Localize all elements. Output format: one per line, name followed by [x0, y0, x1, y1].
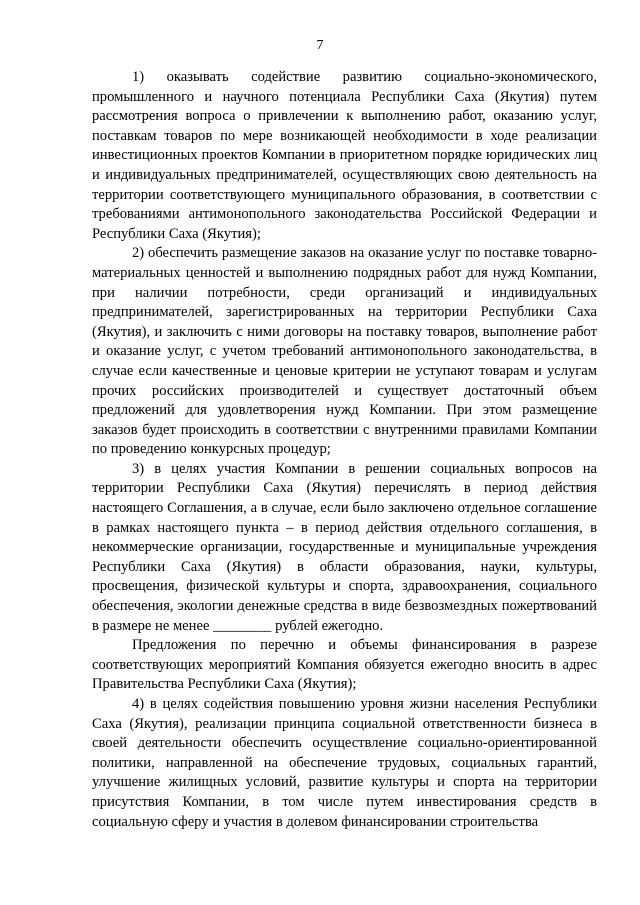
page-number: 7	[316, 38, 324, 53]
paragraph-item-3: 3) в целях участия Компании в решении социальных вопросов на территории Республики Саха (Якутия) перечислять в период действия настоящего Соглашения, а в случае, если было заключено отдельное соглашение в рамках настоящего пункта – в период действия отдельного соглашения, в некоммерческие организации, государственные и муниципальные учреждения Республики Саха (Якутия) в области образования, науки, культуры, просвещения, физической культуры и спорта, здравоохранения, социального обеспечения, экологии денежные средства в виде безвозмездных пожертвований в размере не менее ________ рублей ежегодно.	[92, 460, 597, 634]
paragraph-item-4: 4) в целях содействия повышению уровня жизни населения Республики Саха (Якутия), реализации принципа социальной ответственности бизнеса в своей деятельности обеспечить осуществление социально-ориентированной политики, направленной на обеспечение трудовых, социальных гарантий, улучшение жилищных условий, развитие культуры и спорта на территории присутствия Компании, в том числе путем инвестирования средств в социальную сферу и участия в долевом финансировании строительства	[92, 696, 597, 830]
document-body	[92, 68, 597, 832]
paragraph-item-2: 2) обеспечить размещение заказов на оказание услуг по поставке товарно-материальных ценностей и выполнению подрядных работ для нужд Компании, при наличии потребности, среди организаций и индивидуальных предпринимателей, зарегистрированных на территории Республики Саха (Якутия), и заключить с ними договоры на поставку товаров, выполнение работ и оказание услуг, с учетом требований антимонопольного законодательства, в случае если качественные и ценовые критерии не уступают товарам и услугам прочих российских производителей и существует достаточный объем предложений для удовлетворения нужд Компании. При этом размещение заказов будет происходить в соответствии с внутренними правилами Компании по проведению конкурсных процедур;	[92, 245, 597, 458]
paragraph-proposals: Предложения по перечню и объемы финансирования в разрезе соответствующих мероприятий Компания обязуется ежегодно вносить в адрес Правительства Республики Саха (Якутия);	[92, 637, 597, 693]
paragraph-item-1: 1) оказывать содействие развитию социально-экономического, промышленного и научного потенциала Республики Саха (Якутия) путем рассмотрения вопроса о привлечении к выполнению работ, оказанию услуг, поставкам товаров по мере возникающей необходимости в ходе реализации инвестиционных проектов Компании в приоритетном порядке юридических лиц и индивидуальных предпринимателей, осуществляющих свою деятельность на территории соответствующего муниципального образования, в соответствии с требованиями антимонопольного законодательства Российской Федерации и Республики Саха (Якутия);	[92, 69, 597, 242]
